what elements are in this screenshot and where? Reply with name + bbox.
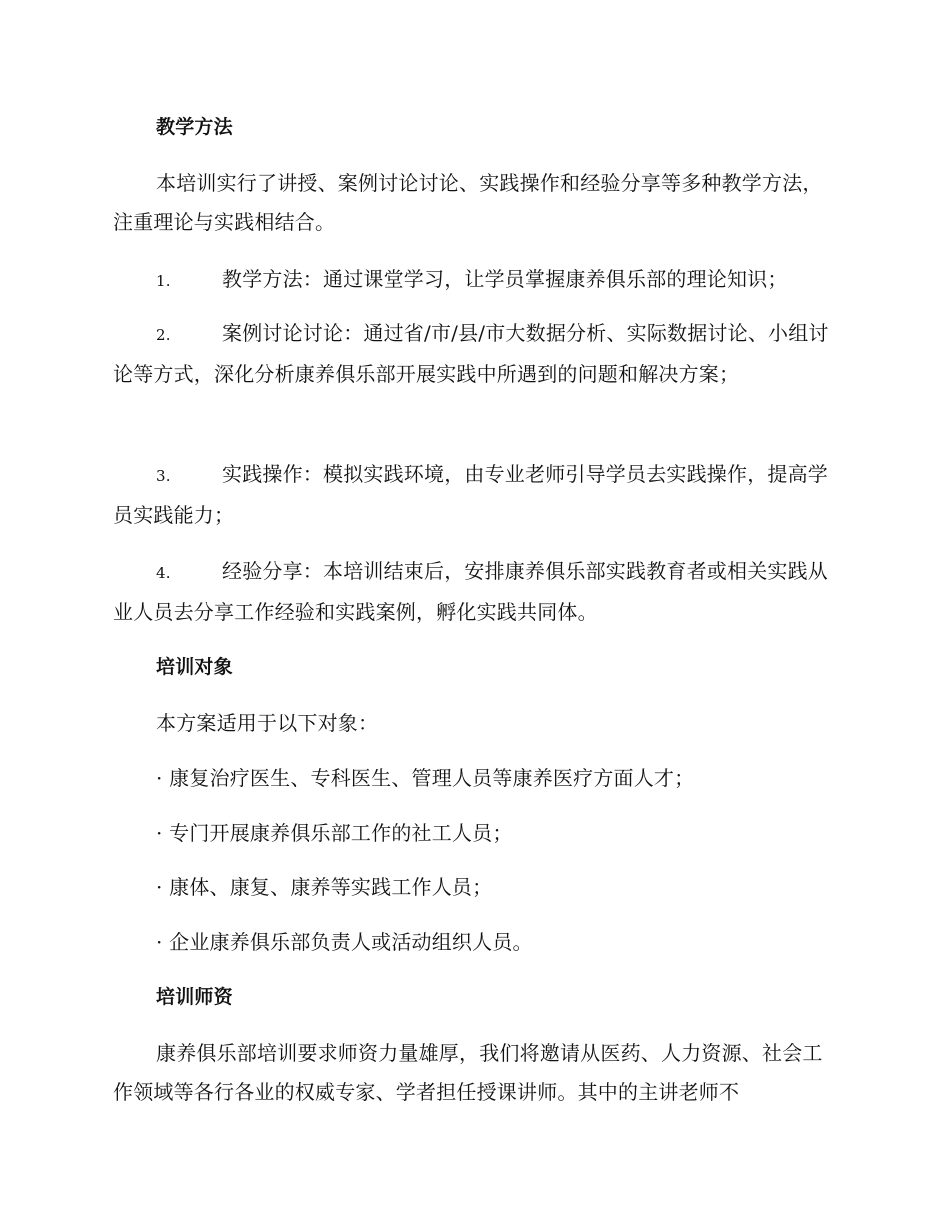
list-item-number: 4. (156, 564, 171, 582)
bullet-item: · 专门开展康养俱乐部工作的社工人员； (156, 821, 513, 845)
bullet-item: · 企业康养俱乐部负责人或活动组织人员。 (156, 930, 533, 954)
list-item-number: 2. (156, 326, 171, 344)
list-item-text: 经验分享：本培训结束后，安排康养俱乐部实践教育者或相关实践从业人员去分享工作经验和实践案例，孵化实践共同体。 (113, 559, 828, 624)
bullet-item: · 康体、康复、康养等实践工作人员； (156, 875, 493, 899)
list-item-number: 1. (156, 272, 171, 290)
section-heading-training-audience: 培训对象 (156, 656, 233, 678)
list-item (113, 260, 835, 301)
list-item-text: 实践操作：模拟实践环境，由专业老师引导学员去实践操作，提高学员实践能力； (113, 462, 828, 527)
list-item-number: 3. (156, 467, 171, 485)
section-heading-teaching-methods: 教学方法 (156, 116, 233, 138)
list-item (113, 455, 835, 535)
training-faculty-intro: 康养俱乐部培训要求师资力量雄厚，我们将邀请从医药、人力资源、社会工作领域等各行各业的权威专家、学者担任授课讲师。其中的主讲老师不 (113, 1041, 823, 1104)
section-heading-training-faculty: 培训师资 (156, 986, 233, 1008)
list-item-text: 教学方法：通过课堂学习，让学员掌握康养俱乐部的理论知识； (222, 267, 788, 291)
list-item (113, 314, 835, 394)
teaching-methods-intro: 本培训实行了讲授、案例讨论讨论、实践操作和经验分享等多种教学方法，注重理论与实践相结合。 (113, 171, 823, 234)
list-item-text: 案例讨论讨论：通过省/市/县/市大数据分析、实际数据讨论、小组讨论等方式，深化分析康养俱乐部开展实践中所遇到的问题和解决方案； (113, 321, 829, 386)
training-audience-intro: 本方案适用于以下对象： (156, 711, 379, 735)
bullet-item: · 康复治疗医生、专科医生、管理人员等康养医疗方面人才； (156, 766, 695, 790)
list-item (113, 552, 835, 632)
